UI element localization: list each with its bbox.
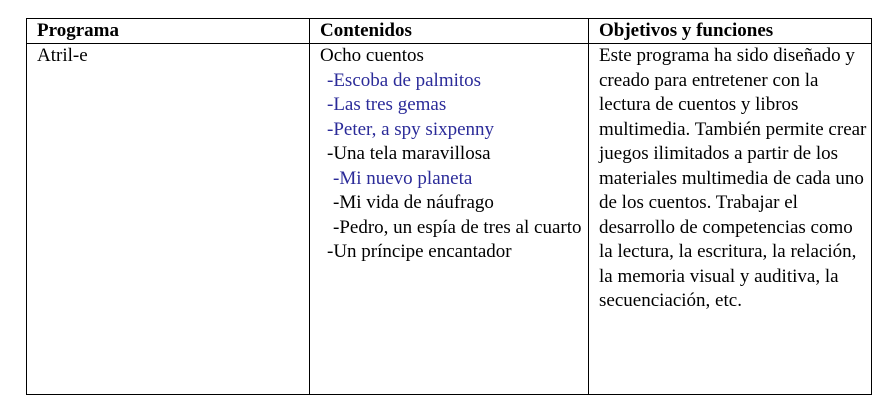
objectives-text: Este programa ha sido diseñado y creado para entretener con la lectura de cuentos y libros multimedia. También permite crear juegos ilimitados a partir de los materiales multimedia de cada uno de los cuentos. Trabajar el desarrollo de competencias como la lectura, la escritura, la relación, la memoria visual y auditiva, la secuenciación, etc. [599,45,867,311]
content-item: -Pedro, un espía de tres al cuarto [333,216,582,238]
header-row [27,19,872,44]
content-item: -Peter, a spy sixpenny [327,118,495,140]
header-contenidos: Contenidos [310,19,589,44]
content-item: -Un príncipe encantador [327,241,512,262]
content-item: -Una tela maravillosa [327,143,491,164]
content-item: -Escoba de palmitos [327,69,482,91]
content-item: -Mi nuevo planeta [333,167,473,189]
programs-table [26,18,872,395]
header-programa: Programa [27,19,310,44]
contents-cell [310,44,589,395]
program-cell [27,44,310,395]
objectives-cell [589,44,872,395]
contents-list [320,44,588,265]
program-name: Atril-e [37,45,88,66]
content-item: -Mi vida de náufrago [333,192,494,213]
header-objetivos: Objetivos y funciones [589,19,872,44]
content-item: Ocho cuentos [320,45,424,66]
content-item: -Las tres gemas [327,94,447,115]
table-row [27,44,872,395]
